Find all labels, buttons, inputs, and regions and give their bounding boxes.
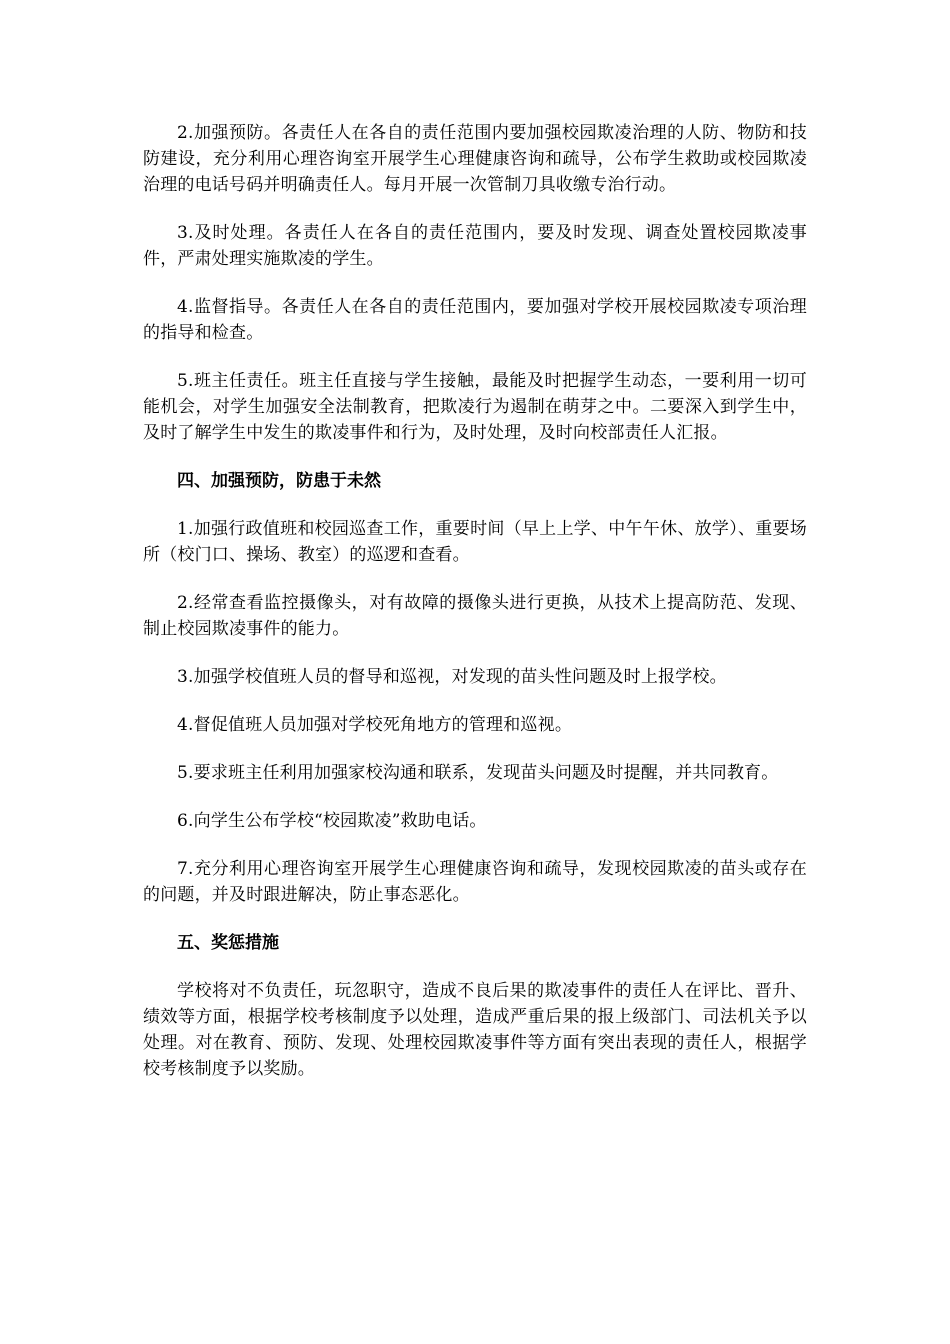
paragraph-rewards-penalties: 学校将对不负责任，玩忽职守，造成不良后果的欺凌事件的责任人在评比、晋升、绩效等方面，根据学校考核制度予以处理，造成严重后果的报上级部门、司法机关予以处理。对在教育、预防、发现、处理校园欺凌事件等方面有突出表现的责任人，根据学校考核制度予以奖励。	[143, 981, 807, 1079]
section-heading-4: 四、加强预防，防患于未然	[177, 471, 381, 491]
paragraph-home-school: 5.要求班主任利用加强家校沟通和联系，发现苗头问题及时提醒，并共同教育。	[177, 763, 779, 783]
paragraph-counseling: 7.充分利用心理咨询室开展学生心理健康咨询和疏导，发现校园欺凌的苗头或存在的问题，并及时跟进解决，防止事态恶化。	[143, 859, 807, 905]
section-heading-5: 五、奖惩措施	[177, 933, 279, 953]
paragraph-head-teacher: 5.班主任责任。班主任直接与学生接触，最能及时把握学生动态，一要利用一切可能机会，对学生加强安全法制教育，把欺凌行为遏制在萌芽之中。二要深入到学生中，及时了解学生中发生的欺凌事件和行为，及时处理，及时向校部责任人汇报。	[143, 371, 807, 443]
paragraph-cameras: 2.经常查看监控摄像头，对有故障的摄像头进行更换，从技术上提高防范、发现、制止校园欺凌事件的能力。	[143, 593, 807, 639]
paragraph-blind-spots: 4.督促值班人员加强对学校死角地方的管理和巡视。	[177, 715, 573, 735]
paragraph-patrol: 1.加强行政值班和校园巡查工作，重要时间（早上上学、中午午休、放学）、重要场所（校门口、操场、教室）的巡逻和查看。	[143, 519, 807, 565]
paragraph-timely-handling: 3.及时处理。各责任人在各自的责任范围内，要及时发现、调查处置校园欺凌事件，严肃处理实施欺凌的学生。	[143, 223, 807, 269]
paragraph-duty-staff: 3.加强学校值班人员的督导和巡视，对发现的苗头性问题及时上报学校。	[177, 667, 727, 687]
paragraph-hotline: 6.向学生公布学校“校园欺凌”救助电话。	[177, 811, 487, 831]
paragraph-supervision: 4.监督指导。各责任人在各自的责任范围内，要加强对学校开展校园欺凌专项治理的指导和检查。	[143, 297, 807, 343]
document-page	[143, 120, 807, 1104]
paragraph-prevention: 2.加强预防。各责任人在各自的责任范围内要加强校园欺凌治理的人防、物防和技防建设，充分利用心理咨询室开展学生心理健康咨询和疏导，公布学生救助或校园欺凌治理的电话号码并明确责任人。每月开展一次管制刀具收缴专治行动。	[143, 123, 807, 195]
